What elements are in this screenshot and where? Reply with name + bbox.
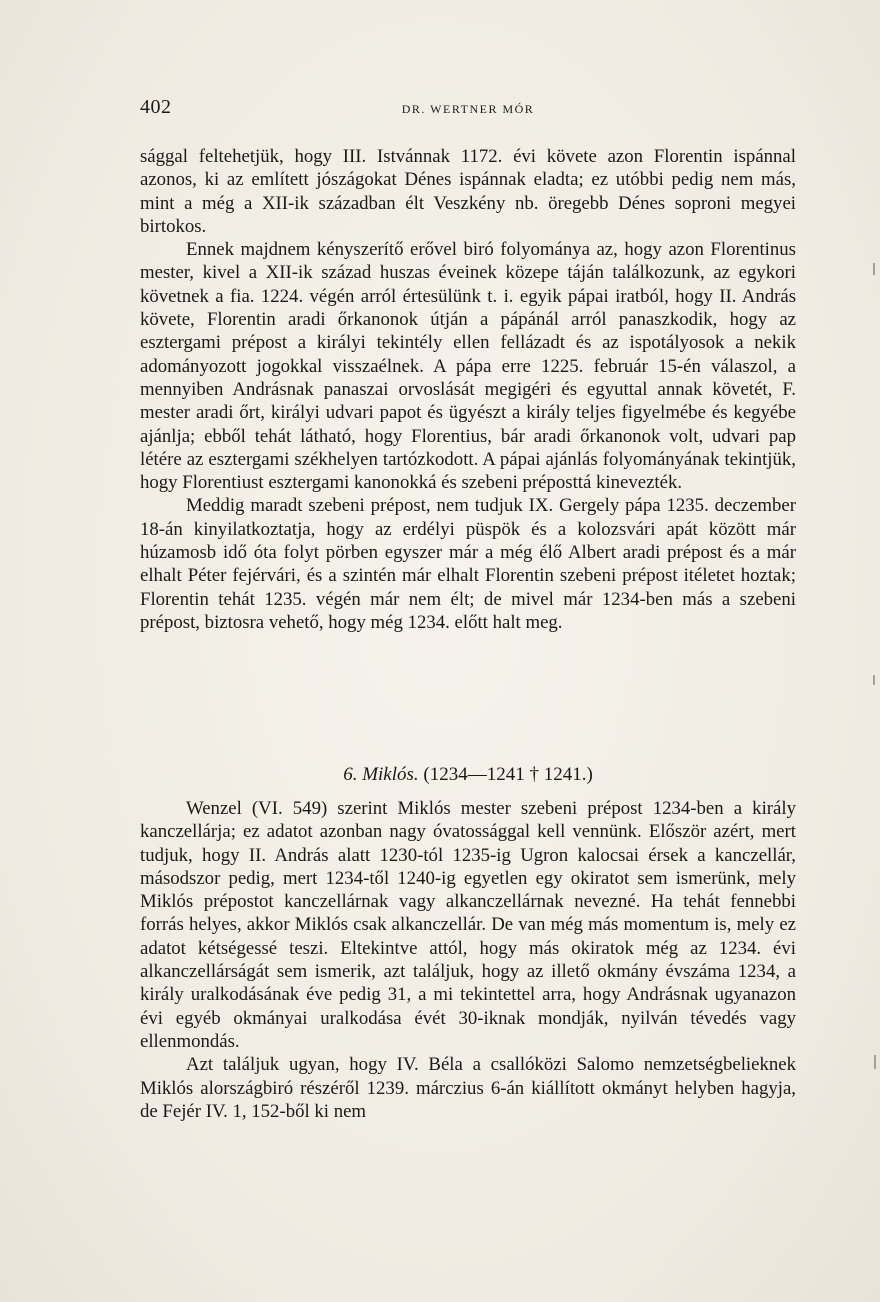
paragraph: Meddig maradt szebeni prépost, nem tudjuk IX. Gergely pápa 1235. deczember 18-án kinyilatkoztatja, hogy az erdélyi püspök és a kolozsvári apát között már húzamosb idő óta folyt pörben egyszer már a még élő Albert aradi prépost és a már elhalt Péter fejérvári, és a szintén már elhalt Florentin szebeni prépost itéletet hoztak; Florentin tehát 1235. végén már nem élt; de mivel már 1234-ben más a szebeni prépost, biztosra vehető, hogy még 1234. előtt halt meg. <box>140 495 796 633</box>
margin-mark <box>873 263 875 275</box>
section-number: 6. <box>343 764 358 785</box>
running-title: DR. WERTNER MÓR <box>401 102 535 116</box>
margin-mark <box>874 1055 876 1069</box>
paragraph: Wenzel (VI. 549) szerint Miklós mester szebeni prépost 1234-ben a király kanczellárja; ez adatot azonban nagy óvatossággal kell vennünk. Először azért, mert tudjuk, hogy II. András alatt 1230-tól 1235-ig Ugron kalocsai érsek a kanczellár, másodszor pedig, mert 1234-től 1240-ig egyetlen egy okiratot sem ismerünk, mely Miklós prépostot kanczellárnak vagy alkanczellárnak nevezné. Ha tehát fennebbi forrás helyes, akkor Miklós csak alkanczellár. De van még más momentum is, mely ez adatot kétségessé teszi. Eltekintve attól, hogy más okiratok még az 1234. évi alkanczellárságát sem ismerik, azt találjuk, hogy az illető okmány évszáma 1234, a király uralkodásának éve pedig 31, a mi tekintettel arra, hogy Andrásnak ugyanazon évi egyéb okmányai uralkodása évét 30-iknak mondják, nyilván tévedés vagy ellenmondás. <box>140 798 796 1052</box>
paragraph: Ennek majdnem kényszerítő erővel biró folyománya az, hogy azon Florentinus mester, kivel a XII-ik század huszas éveinek közepe táján találkozunk, az egykori követnek a fia. 1224. végén arról értesülünk t. i. egyik pápai iratból, hogy II. András követe, Florentin aradi őrkanonok útján a pápánál arról panaszkodik, hogy az esztergami prépost a királyi tekintély ellen fellázadt és az ispotályosok a nekik adományozott jogokkal visszaélnek. A pápa erre 1225. február 15-én válaszol, a mennyiben Andrásnak panaszai orvoslását megigéri és egyuttal annak követét, F. mester aradi őrt, királyi udvari papot és ügyészt a király teljes figyelmébe és kegyébe ajánlja; ebből tehát látható, hogy Florentius, bár aradi őrkanonok volt, udvari pap létére az esztergami székhelyen tartózkodott. A pápai ajánlás folyományának tekintjük, hogy Florentiust esztergami kanonokká és szebeni préposttá kinevezték. <box>140 239 796 494</box>
paragraph: sággal feltehetjük, hogy III. Istvánnak 1172. évi követe azon Florentin ispánnal azonos, ki az említett jószágokat Dénes ispánnak eladta; ez utóbbi pedig nem más, mint a még a XII-ik században élt Veszkény nb. öregebb Dénes soproni megyei birtokos. <box>140 146 796 237</box>
section-dates: (1234—1241 † 1241.) <box>423 764 593 785</box>
body-text-bottom <box>140 797 796 1123</box>
paragraph: Azt találjuk ugyan, hogy IV. Béla a csallóközi Salomo nemzetségbelieknek Miklós alországbiró részéről 1239. márczius 6-án kiállított okmányt helyben hagyja, de Fejér IV. 1, 152-ből ki nem <box>140 1054 796 1122</box>
margin-mark <box>873 675 875 685</box>
page-number: 402 <box>140 96 172 118</box>
body-text-top <box>140 145 796 634</box>
section-name: Miklós. <box>362 764 419 785</box>
running-head <box>140 96 796 122</box>
section-heading <box>140 764 796 786</box>
